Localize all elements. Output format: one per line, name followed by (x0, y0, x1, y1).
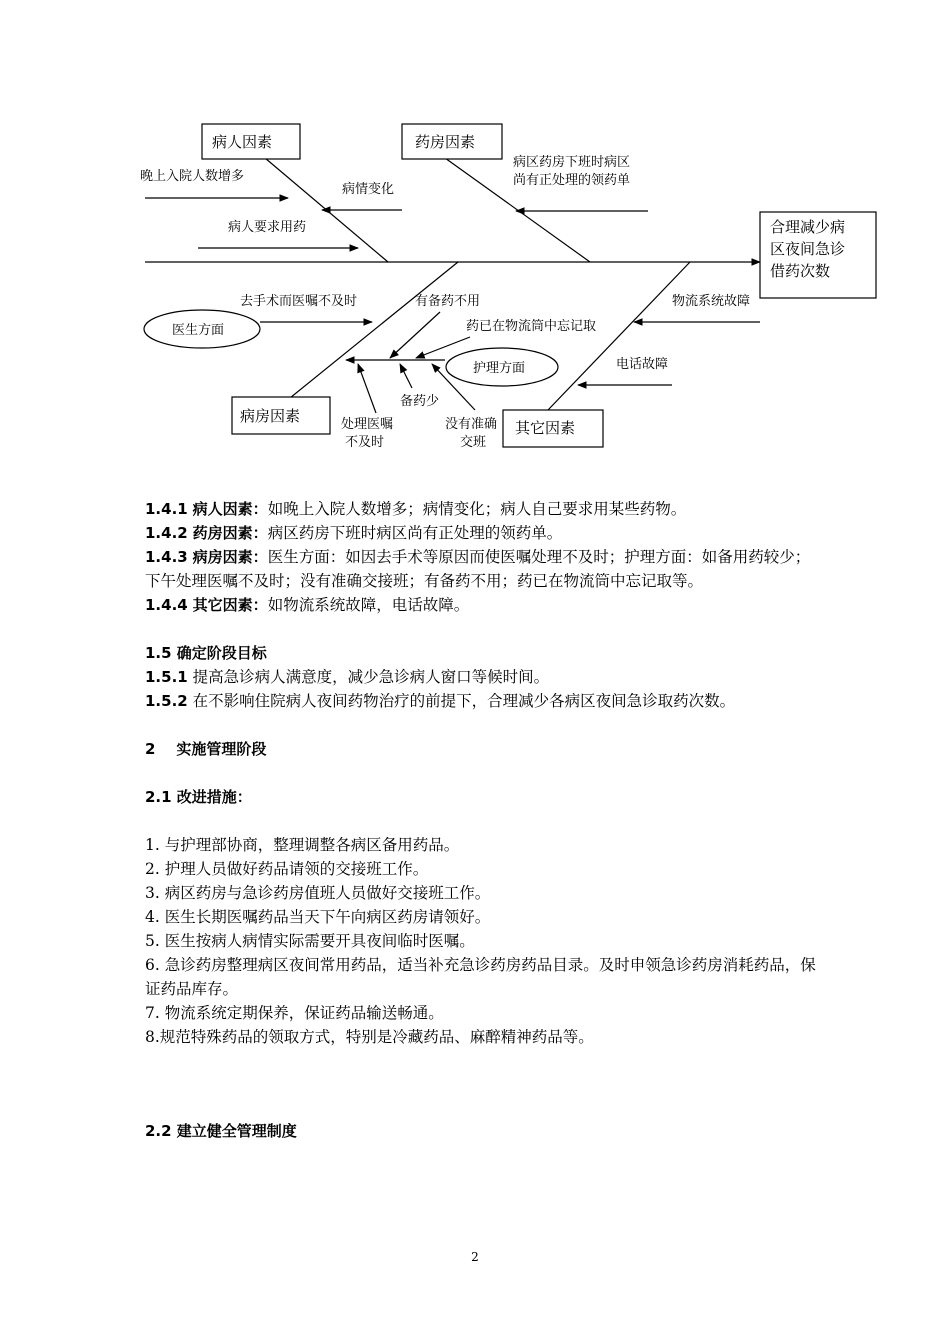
cause-unused-stock: 有备药不用 (415, 294, 481, 309)
cause-phone-fault: 电话故障 (616, 357, 669, 372)
measure-item: 2. 护理人员做好药品请领的交接班工作。 (145, 860, 429, 878)
heading-2-1: 2.1 改进措施： (145, 788, 252, 806)
measure-item: 4. 医生长期医嘱药品当天下午向病区药房请领好。 (145, 908, 491, 926)
page-number: 2 (471, 1250, 479, 1264)
category-ward: 病房因素 (240, 407, 301, 425)
cause-low-stock: 备药少 (400, 394, 440, 409)
cause-orders-line-1: 处理医嘱 (341, 417, 394, 432)
measure-item: 3. 病区药房与急诊药房值班人员做好交接班工作。 (145, 884, 491, 902)
section-1-4-1: 1.4.1 病人因素：如晚上入院人数增多；病情变化；病人自己要求用某些药物。 (145, 500, 687, 518)
heading-2-2: 2.2 建立健全管理制度 (145, 1122, 297, 1140)
effect-line-2: 区夜间急诊 (770, 240, 846, 258)
arrow-low-stock (400, 364, 412, 388)
section-1-4-2: 1.4.2 药房因素：病区药房下班时病区尚有正处理的领药单。 (145, 524, 563, 542)
section-1-5-2: 1.5.2 在不影响住院病人夜间药物治疗的前提下，合理减少各病区夜间急诊取药次数。 (145, 692, 736, 710)
cause-pharmacy-line-1: 病区药房下班时病区 (513, 155, 631, 170)
section-1-5-1: 1.5.1 提高急诊病人满意度，减少急诊病人窗口等候时间。 (145, 668, 550, 686)
category-patient: 病人因素 (212, 133, 273, 151)
measure-item: 1. 与护理部协商，整理调整各病区备用药品。 (145, 836, 460, 854)
group-doctor: 医生方面 (172, 323, 225, 338)
section-1-4-3: 1.4.3 病房因素：医生方面：如因去手术等原因而使医嘱处理不及时；护理方面：如备用药较少；下午处理医嘱不及时；没有准确交接班；有备药不用；药已在物流筒中忘记取等。 (145, 548, 811, 590)
measure-item: 8.规范特殊药品的领取方式，特别是冷藏药品、麻醉精神药品等。 (145, 1028, 594, 1046)
cause-patient-request: 病人要求用药 (228, 220, 307, 235)
category-pharmacy: 药房因素 (415, 133, 476, 151)
arrow-orders (358, 364, 376, 413)
heading-1-5: 1.5 确定阶段目标 (145, 644, 267, 662)
cause-condition-change: 病情变化 (342, 182, 395, 197)
cause-orders-line-2: 不及时 (345, 435, 385, 450)
measure-item: 7. 物流系统定期保养，保证药品输送畅通。 (145, 1004, 444, 1022)
measure-item: 6. 急诊药房整理病区夜间常用药品，适当补充急诊药房药品目录。及时申领急诊药房消耗药品，保证药品库存。 (145, 956, 816, 998)
cause-surgery: 去手术而医嘱不及时 (240, 294, 358, 309)
cause-forgot-tube: 药已在物流筒中忘记取 (466, 319, 597, 334)
cause-handover-line-1: 没有准确 (445, 417, 498, 432)
bone-ward (285, 262, 458, 402)
cause-pharmacy-line-2: 尚有正处理的领药单 (513, 173, 631, 188)
fishbone-diagram (0, 0, 950, 470)
cause-night-admissions: 晚上入院人数增多 (140, 169, 245, 184)
effect-line-1: 合理减少病 (770, 218, 846, 236)
document-body (145, 497, 825, 1143)
measure-item: 5. 医生按病人病情实际需要开具夜间临时医嘱。 (145, 932, 475, 950)
effect-line-3: 借药次数 (770, 262, 831, 280)
section-1-4-4: 1.4.4 其它因素：如物流系统故障，电话故障。 (145, 596, 470, 614)
heading-2: 2 实施管理阶段 (145, 740, 267, 758)
cause-logistics-fault: 物流系统故障 (672, 294, 751, 309)
bone-other (548, 262, 690, 410)
category-other: 其它因素 (515, 419, 576, 437)
group-nursing: 护理方面 (473, 361, 526, 376)
cause-handover-line-2: 交班 (460, 435, 487, 450)
